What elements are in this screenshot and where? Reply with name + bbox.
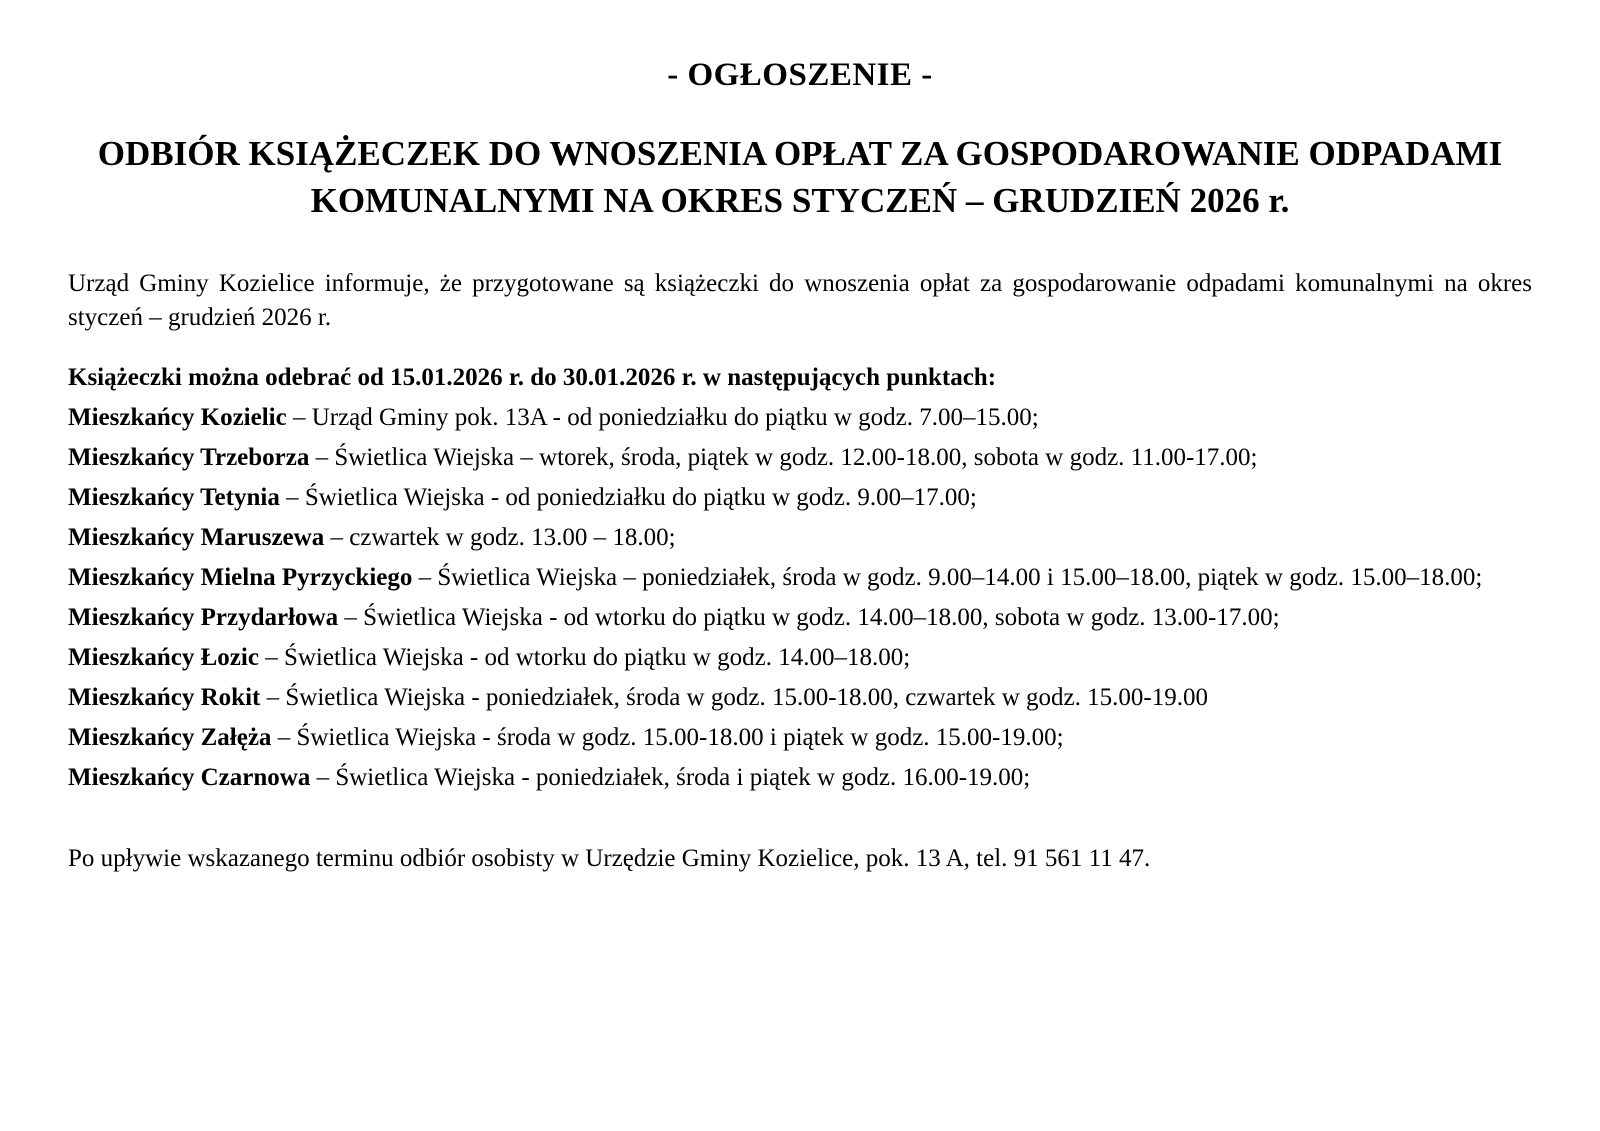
pickup-item-details: – Świetlica Wiejska – poniedziałek, środa w godz. 9.00–14.00 i 15.00–18.00, piątek w godz. 15.00–18.00; bbox=[412, 563, 1483, 591]
pickup-item-name: Mieszkańcy Łozic bbox=[68, 643, 259, 671]
pickup-item-name: Mieszkańcy Trzeborza bbox=[68, 443, 310, 471]
pickup-item-details: – Świetlica Wiejska - środa w godz. 15.00-18.00 i piątek w godz. 15.00-19.00; bbox=[271, 723, 1064, 751]
pickup-item bbox=[68, 441, 1532, 474]
page-title: - OGŁOSZENIE - bbox=[667, 57, 933, 93]
pickup-item-details: – Świetlica Wiejska – wtorek, środa, piątek w godz. 12.00-18.00, sobota w godz. 11.00-17.00; bbox=[309, 443, 1258, 471]
pickup-item-details: – Świetlica Wiejska - poniedziałek, środa i piątek w godz. 16.00-19.00; bbox=[310, 763, 1031, 791]
intro-paragraph: Urząd Gminy Kozielice informuje, że przygotowane są książeczki do wnoszenia opłat za gospodarowanie odpadami komunalnymi na okres styczeń – grudzień 2026 r. bbox=[68, 269, 1532, 331]
pickup-item-name: Mieszkańcy Tetynia bbox=[68, 483, 280, 511]
pickup-item-name: Mieszkańcy Mielna Pyrzyckiego bbox=[68, 563, 413, 591]
pickup-item bbox=[68, 521, 1532, 554]
pickup-item-details: – Urząd Gminy pok. 13A - od poniedziałku do piątku w godz. 7.00–15.00; bbox=[286, 403, 1039, 431]
pickup-item bbox=[68, 401, 1532, 434]
pickup-list-heading: Książeczki można odebrać od 15.01.2026 r. do 30.01.2026 r. w następujących punktach: bbox=[68, 363, 997, 391]
pickup-item bbox=[68, 761, 1532, 794]
footer-note: Po upływie wskazanego terminu odbiór osobisty w Urzędzie Gminy Kozielice, pok. 13 A, tel. 91 561 11 47. bbox=[68, 844, 1151, 872]
pickup-item-name: Mieszkańcy Załęża bbox=[68, 723, 272, 751]
pickup-list bbox=[68, 401, 1532, 794]
pickup-item-details: – Świetlica Wiejska - od wtorku do piątku w godz. 14.00–18.00, sobota w godz. 13.00-17.00; bbox=[338, 603, 1280, 631]
pickup-item-details: – Świetlica Wiejska - poniedziałek, środa w godz. 15.00-18.00, czwartek w godz. 15.00-19.00 bbox=[260, 683, 1208, 711]
pickup-item bbox=[68, 721, 1532, 754]
pickup-item-name: Mieszkańcy Rokit bbox=[68, 683, 261, 711]
pickup-item bbox=[68, 561, 1532, 594]
pickup-item-details: – Świetlica Wiejska - od poniedziałku do piątku w godz. 9.00–17.00; bbox=[279, 483, 977, 511]
pickup-item bbox=[68, 681, 1532, 714]
pickup-item-name: Mieszkańcy Czarnowa bbox=[68, 763, 311, 791]
pickup-item-name: Mieszkańcy Maruszewa bbox=[68, 523, 325, 551]
pickup-item-details: – Świetlica Wiejska - od wtorku do piątku w godz. 14.00–18.00; bbox=[258, 643, 911, 671]
pickup-item-name: Mieszkańcy Kozielic bbox=[68, 403, 287, 431]
pickup-item-name: Mieszkańcy Przydarłowa bbox=[68, 603, 339, 631]
pickup-item bbox=[68, 481, 1532, 514]
page-subtitle: ODBIÓR KSIĄŻECZEK DO WNOSZENIA OPŁAT ZA GOSPODAROWANIE ODPADAMI KOMUNALNYMI NA OKRES STYCZEŃ – GRUDZIEŃ 2026 r. bbox=[97, 133, 1503, 221]
pickup-item bbox=[68, 641, 1532, 674]
pickup-item bbox=[68, 601, 1532, 634]
pickup-item-details: – czwartek w godz. 13.00 – 18.00; bbox=[324, 523, 676, 551]
